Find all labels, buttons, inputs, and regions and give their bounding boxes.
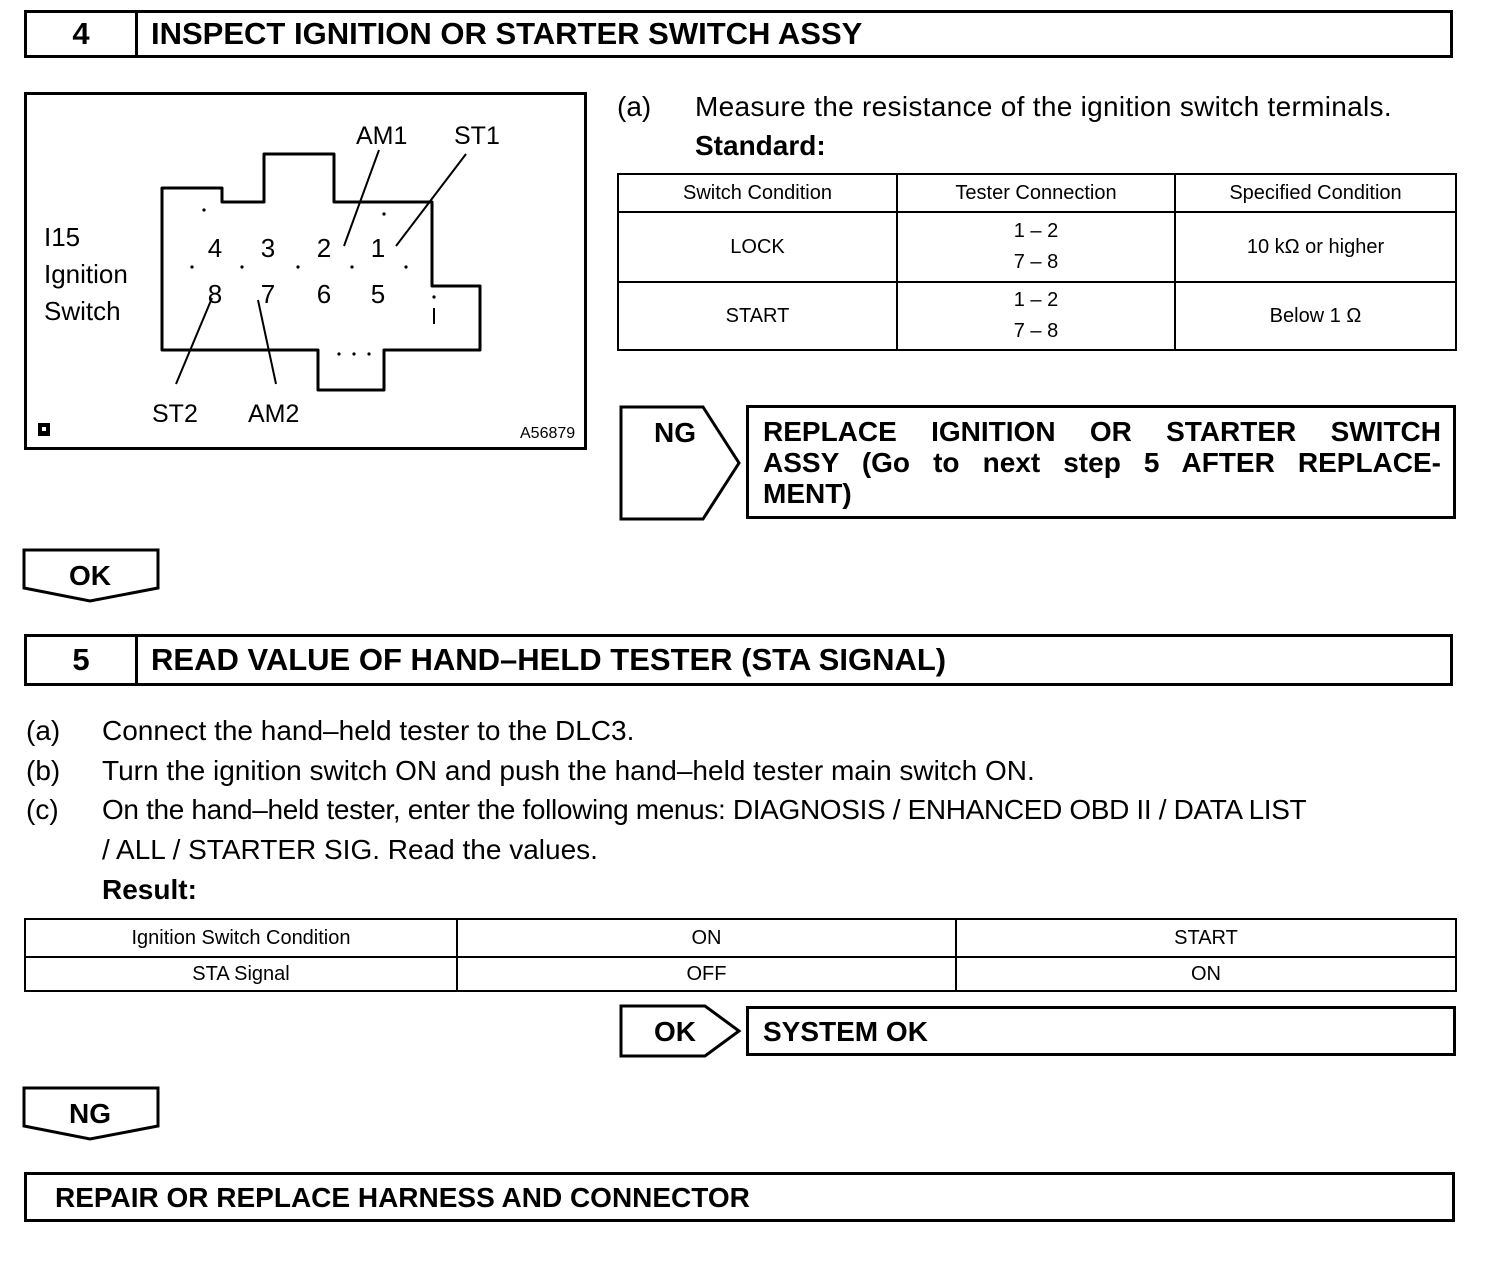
ok-arrow-step5 — [619, 1004, 743, 1058]
corner-mark-icon — [38, 423, 50, 436]
step4-instruction: Measure the resistance of the ignition switch terminals. — [695, 91, 1392, 122]
pin-8: 8 — [207, 279, 223, 309]
step5-item-c-line1: On the hand–held tester, enter the following menus: DIAGNOSIS / ENHANCED OBD II / DATA LIST — [102, 794, 1307, 825]
cell-lock: LOCK — [618, 212, 897, 282]
final-step-text: REPAIR OR REPLACE HARNESS AND CONNECTOR — [55, 1182, 750, 1213]
ng-result-step4-line1: REPLACE IGNITION OR STARTER SWITCH — [763, 416, 1441, 447]
ng-arrow-step4-label: NG — [654, 417, 696, 448]
ng-arrow-step4 — [619, 405, 743, 521]
pin-1: 1 — [370, 233, 386, 263]
cell-off: OFF — [457, 957, 956, 991]
ng-result-step4 — [746, 405, 1456, 519]
cell-lock-spec: 10 kΩ or higher — [1175, 212, 1456, 282]
standard-label: Standard: — [695, 130, 826, 161]
step5-marker-c: (c) — [26, 794, 59, 825]
step5-item-c-line2: / ALL / STARTER SIG. Read the values. — [102, 834, 598, 865]
pin-5: 5 — [370, 279, 386, 309]
cell-lock-connection — [897, 212, 1175, 282]
step-4-header — [24, 10, 1453, 58]
final-step-box — [24, 1172, 1455, 1222]
callout-st2: ST2 — [152, 400, 198, 428]
header-switch-condition: Switch Condition — [618, 174, 897, 212]
cell-start-spec: Below 1 Ω — [1175, 282, 1456, 350]
connector-code: I15 — [44, 222, 81, 252]
ok-result-step5-text: SYSTEM OK — [763, 1016, 928, 1047]
ng-down-arrow — [22, 1086, 162, 1142]
cell-lock-connection-2: 7 – 8 — [1013, 251, 1059, 273]
figure-id: A56879 — [520, 425, 576, 442]
cell-start: START — [956, 919, 1456, 957]
cell-ignition-switch-condition: Ignition Switch Condition — [25, 919, 457, 957]
cell-lock-connection-1: 1 – 2 — [1013, 220, 1059, 242]
ok-arrow-step5-label: OK — [654, 1016, 696, 1047]
callout-am1: AM1 — [356, 122, 408, 150]
cell-start-connection-2: 7 – 8 — [1013, 320, 1059, 342]
ng-result-step4-line3: MENT) — [763, 478, 852, 509]
connector-figure — [24, 92, 587, 450]
step4-marker-a: (a) — [617, 91, 652, 122]
step-5-header — [24, 634, 1453, 686]
step5-marker-a: (a) — [26, 715, 61, 746]
resistance-table — [617, 173, 1457, 351]
pin-6: 6 — [316, 279, 332, 309]
pin-3: 3 — [260, 233, 276, 263]
ok-down-arrow — [22, 548, 162, 604]
ng-down-arrow-label: NG — [69, 1098, 111, 1129]
step5-item-b: Turn the ignition switch ON and push the hand–held tester main switch ON. — [102, 755, 1035, 786]
cell-sta-on: ON — [956, 957, 1456, 991]
header-specified-condition: Specified Condition — [1175, 174, 1456, 212]
cell-start-connection — [897, 282, 1175, 350]
cell-start-connection-1: 1 – 2 — [1013, 289, 1059, 311]
step5-marker-b: (b) — [26, 755, 61, 786]
step-4-number: 4 — [27, 13, 138, 55]
sta-signal-table — [24, 918, 1457, 992]
pin-2: 2 — [316, 233, 332, 263]
step-4-title: INSPECT IGNITION OR STARTER SWITCH ASSY — [151, 16, 863, 51]
step-5-title: READ VALUE OF HAND–HELD TESTER (STA SIGNAL) — [151, 642, 947, 677]
pin-7: 7 — [260, 279, 276, 309]
result-label: Result: — [102, 874, 197, 905]
step-5-number: 5 — [27, 637, 138, 683]
connector-name-line1: Ignition — [44, 259, 128, 289]
callout-am2: AM2 — [248, 400, 300, 428]
ok-down-arrow-label: OK — [69, 560, 111, 591]
cell-sta-signal: STA Signal — [25, 957, 457, 991]
cell-start: START — [618, 282, 897, 350]
header-tester-connection: Tester Connection — [897, 174, 1175, 212]
ng-result-step4-line2: ASSY (Go to next step 5 AFTER REPLACE- — [763, 447, 1441, 478]
step5-item-a: Connect the hand–held tester to the DLC3. — [102, 715, 635, 746]
ok-result-step5 — [746, 1006, 1456, 1056]
connector-name-line2: Switch — [44, 296, 121, 326]
callout-st1: ST1 — [454, 122, 500, 150]
pin-4: 4 — [207, 233, 223, 263]
cell-on: ON — [457, 919, 956, 957]
